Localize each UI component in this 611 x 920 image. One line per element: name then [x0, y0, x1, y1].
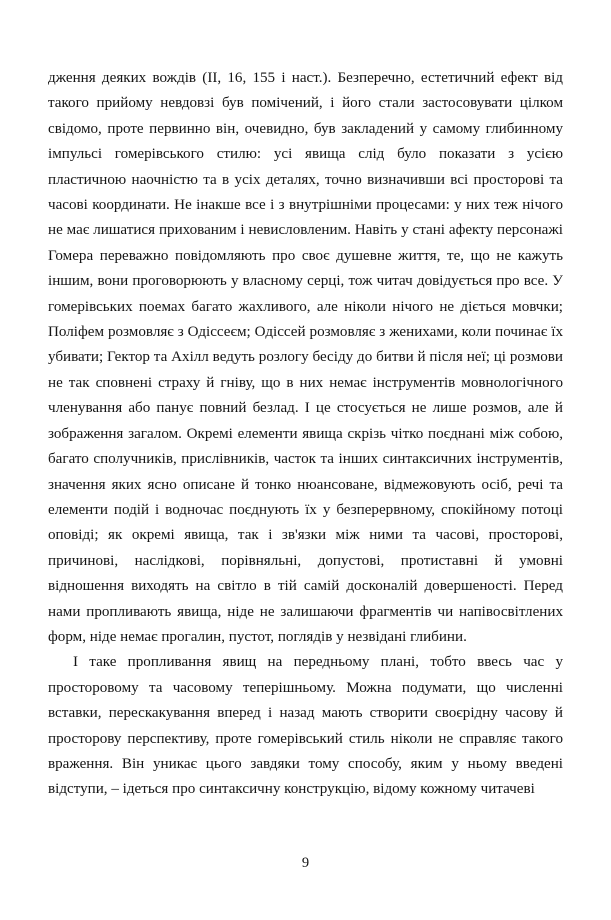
- paragraph-1: дження деяких вождів (II, 16, 155 і наст.). Безперечно, естетичний ефект від такого прийому невдовзі був помічений, і його стали застосовувати цілком свідомо, проте первинно він, очевидно, був закладений у самому глибинному імпульсі гомерівського стилю: усі явища слід було показати з усією пластичною наочністю та в усіх деталях, точно визначивши всі просторові та часові координати. Не інакше все і з внутрішніми процесами: у них теж нічого не має лишатися прихованим і невисловленим. Навіть у стані афекту персонажі Гомера переважно повідомляють про своє душевне життя, те, що не кажуть іншим, вони проговорюють у власному серці, тож читач довідується про все. У гомерівських поемах багато жахливого, але ніколи нічого не діється мовчки; Поліфем розмовляє з Одіссеєм; Одіссей розмовляє з женихами, коли починає їх убивати; Гектор та Ахілл ведуть розлогу бесіду до битви й після неї; ці розмови не так сповнені страху й гніву, що в них немає інструментів мовнологічного членування або панує повний безлад. І це стосується не лише розмов, але й зображення загалом. Окремі елементи явища скрізь чітко поєднані між собою, багато сполучників, прислівників, часток та інших синтаксичних інструментів, значення яких ясно описане й тонко нюансоване, відмежовують осіб, речі та елементи подій і водночас поєднують їх у безперервному, спокійному потоці оповіді; як окремі явища, так і зв'язки між ними та часові, просторові, причинові, наслідкові, порівняльні, допустові, протиставні й умовні відношення виходять на світло в тій самій досконалій довершеності. Перед нами пропливають явища, ніде не залишаючи фрагментів чи напівосвітлених форм, ніде немає прогалин, пустот, поглядів у незвідані глибини.: [48, 70, 563, 645]
- paragraph-2: І таке пропливання явищ на передньому плані, тобто ввесь час у просторовому та часовому теперішньому. Можна подумати, що численні вставки, перескакування вперед і назад мають створити своєрідну часову й просторову перспективу, проте гомерівський стиль ніколи не справляє такого враження. Він уникає цього завдяки тому способу, яким у ньому введені відступи, – ідеться про синтаксичну конструкцію, відому кожному читачеві: [48, 654, 563, 798]
- page-number: 9: [301, 855, 310, 871]
- page-body: [48, 66, 563, 803]
